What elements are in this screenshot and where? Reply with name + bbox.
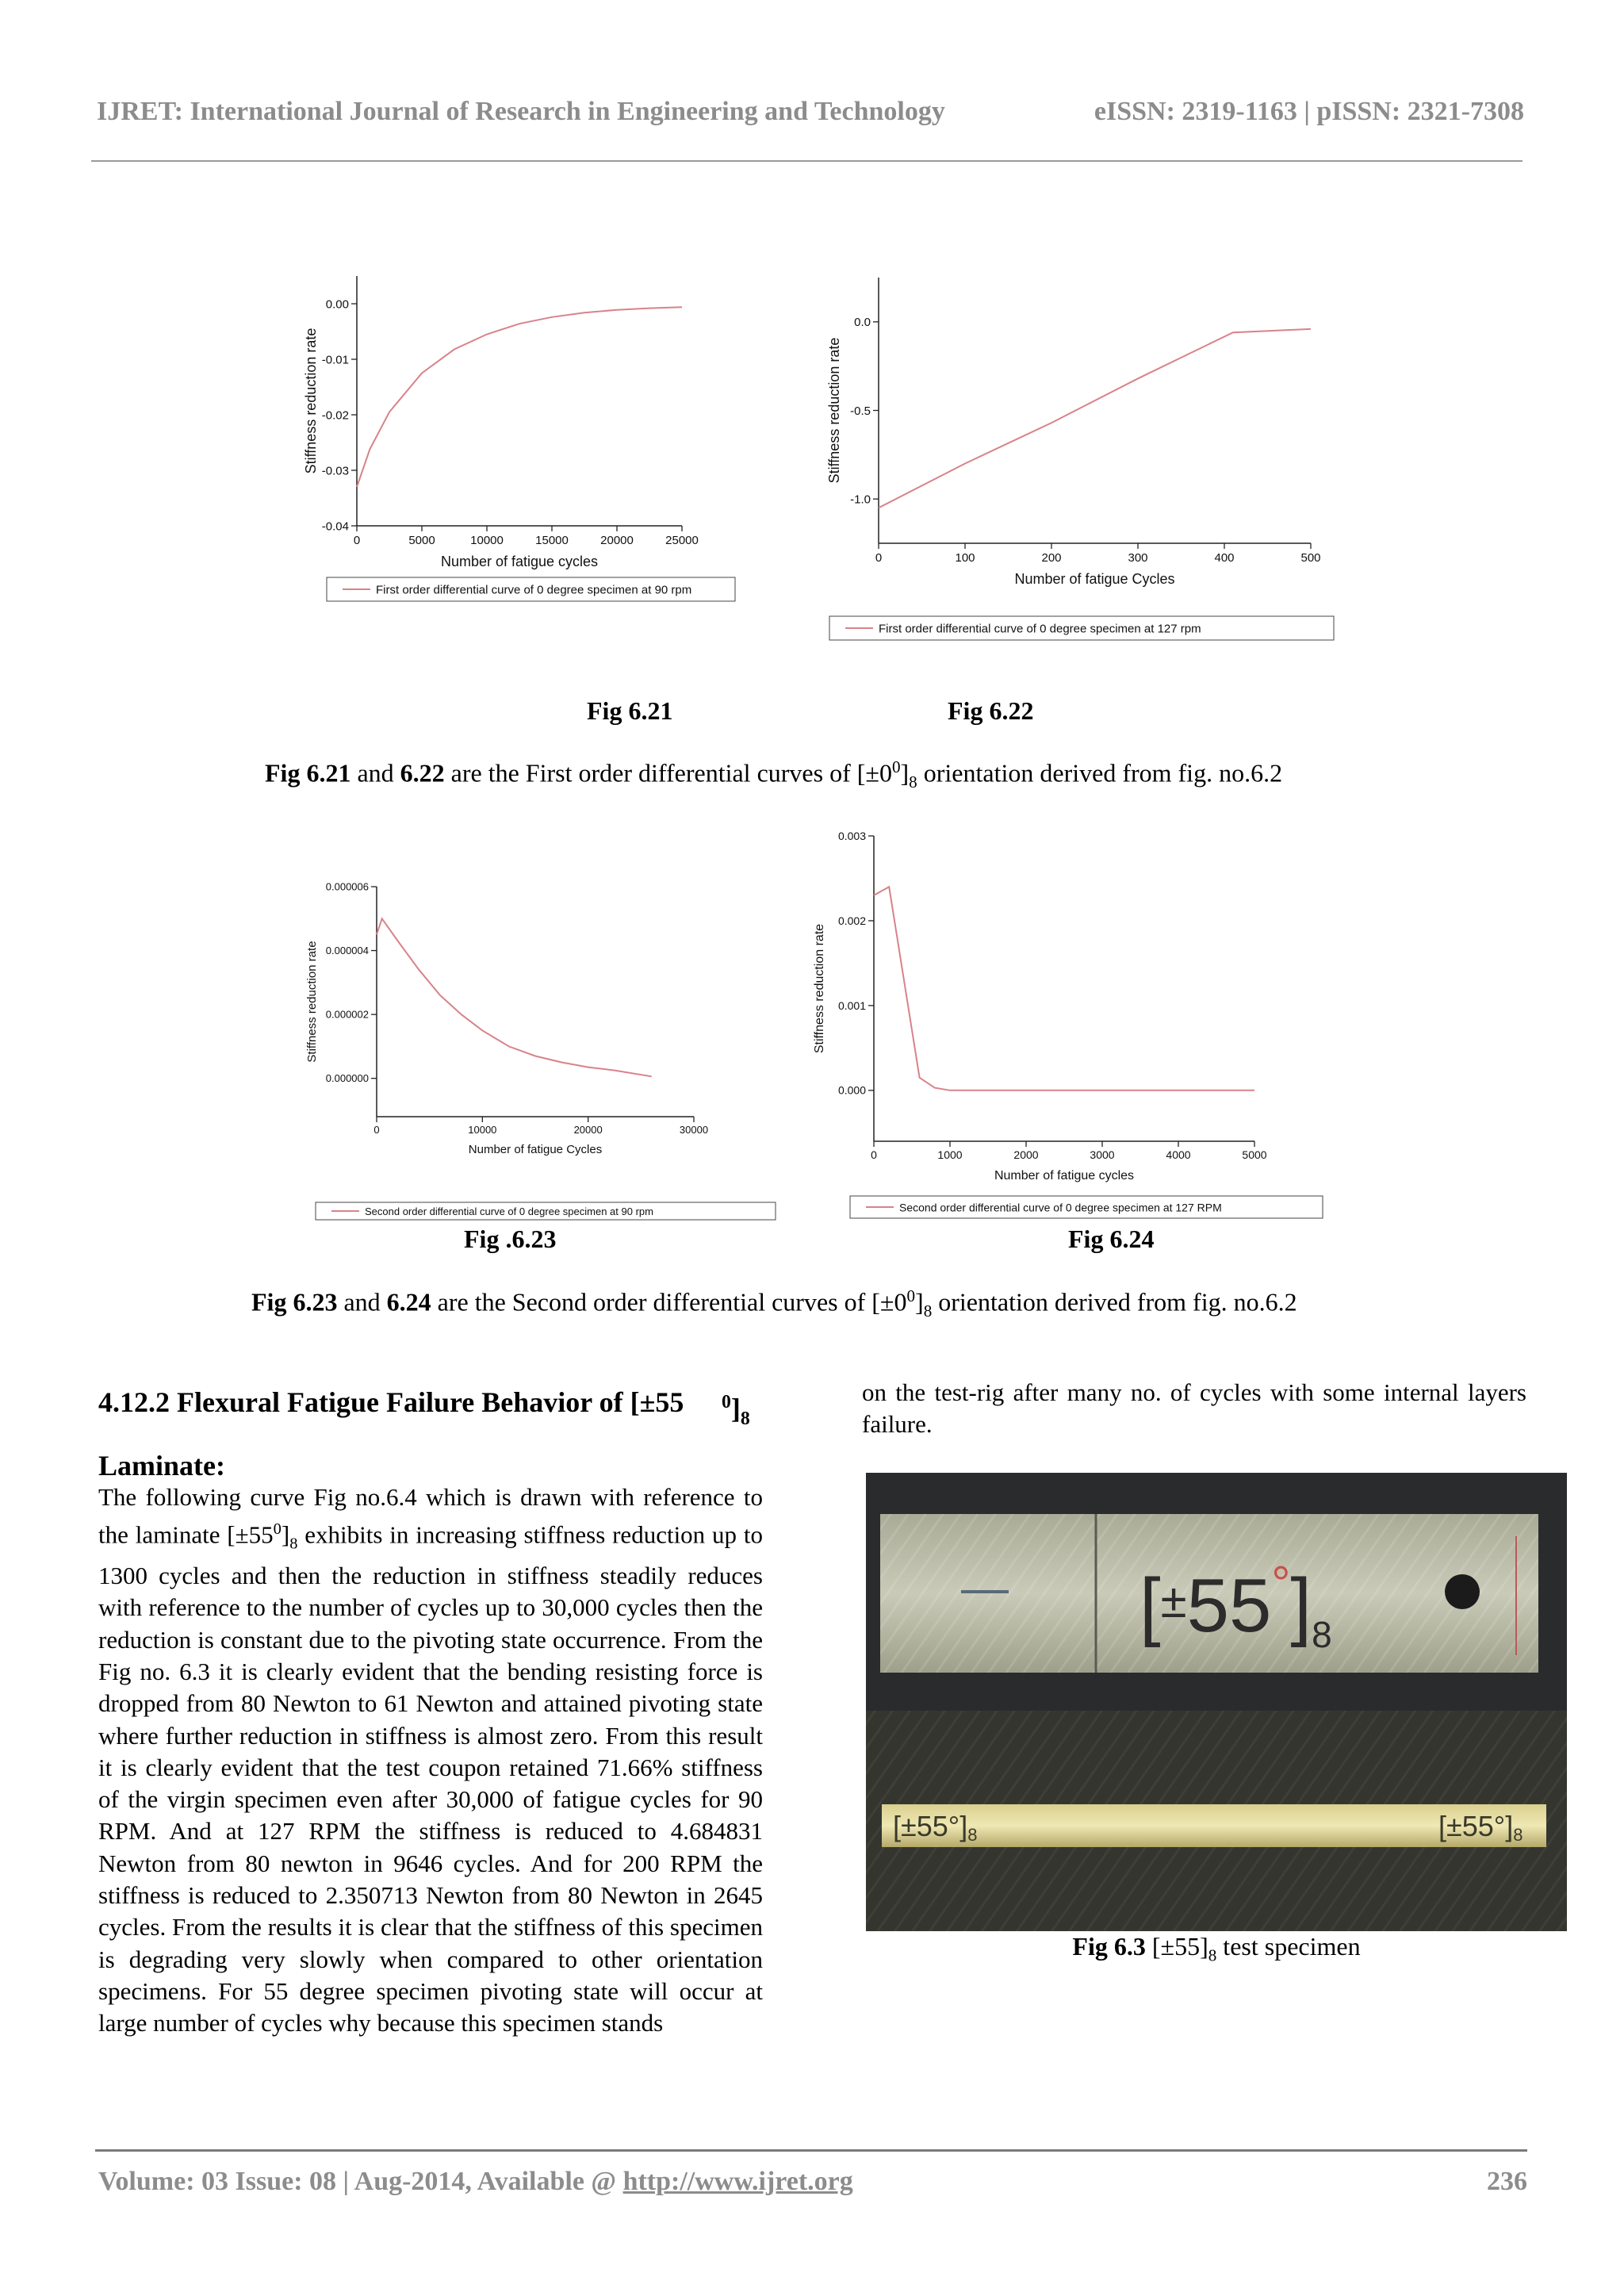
x-tick-label: 20000 bbox=[600, 534, 634, 547]
x-axis-label: Number of fatigue Cycles bbox=[1014, 571, 1175, 587]
legend-label: Second order differential curve of 0 degree specimen at 127 RPM bbox=[899, 1201, 1222, 1214]
x-tick-label: 2000 bbox=[1013, 1148, 1039, 1161]
right-column-paragraph: on the test-rig after many no. of cycles with some internal layers failure. bbox=[862, 1378, 1526, 1439]
x-tick-label: 20000 bbox=[573, 1124, 603, 1136]
x-tick-label: 200 bbox=[1041, 551, 1062, 565]
fig-6-24-label: Fig 6.24 bbox=[1068, 1225, 1155, 1253]
x-tick-label: 10000 bbox=[468, 1124, 497, 1136]
y-axis-label: Stiffness reduction rate bbox=[813, 923, 826, 1054]
x-tick-label: 100 bbox=[955, 551, 975, 565]
footer-link[interactable]: http://www.ijret.org bbox=[622, 2167, 853, 2196]
x-tick-label: 15000 bbox=[535, 534, 569, 547]
y-tick-label: -0.01 bbox=[321, 353, 349, 367]
chart-fig-6-22 bbox=[825, 270, 1348, 698]
legend-label: First order differential curve of 0 degree specimen at 127 rpm bbox=[879, 622, 1201, 636]
y-tick-label: 0.00 bbox=[325, 297, 349, 312]
x-tick-label: 500 bbox=[1300, 551, 1321, 565]
x-tick-label: 400 bbox=[1214, 551, 1235, 565]
section-heading-line1: 4.12.2 Flexural Fatigue Failure Behavior of [±55 bbox=[98, 1386, 684, 1418]
y-tick-label: -1.0 bbox=[850, 493, 871, 507]
journal-name: IJRET: International Journal of Research in Engineering and Technology bbox=[97, 97, 945, 126]
y-tick-label: 0.000 bbox=[837, 1083, 866, 1097]
photo-caption: Fig 6.3 $[\pm 55]_8$ test specimen bbox=[1072, 1932, 1361, 1965]
series-line bbox=[874, 887, 1254, 1091]
y-tick-label: 0.000006 bbox=[325, 880, 369, 893]
y-tick-label: 0.000002 bbox=[325, 1008, 369, 1021]
y-tick-label: 0.000000 bbox=[325, 1072, 369, 1085]
y-tick-label: 0.0 bbox=[854, 316, 871, 330]
legend-label: Second order differential curve of 0 degree specimen at 90 rpm bbox=[365, 1205, 653, 1217]
y-axis-label: Stiffness reduction rate bbox=[303, 328, 319, 474]
y-tick-label: -0.5 bbox=[850, 404, 871, 418]
x-tick-label: 4000 bbox=[1166, 1148, 1191, 1161]
x-axis-label: Number of fatigue cycles bbox=[440, 554, 599, 569]
fig-6-22-label: Fig 6.22 bbox=[948, 696, 1034, 725]
page-header bbox=[97, 97, 1524, 136]
page-number: 236 bbox=[1487, 2167, 1527, 2196]
chart-fig-6-23 bbox=[301, 872, 777, 1221]
section-heading bbox=[98, 1370, 764, 1497]
x-tick-label: 0 bbox=[353, 534, 361, 547]
series-line bbox=[879, 329, 1311, 508]
figure-caption-first-order: Fig 6.21 and 6.22 are the First order differential curves of $[\pm 0^0]_8$ orientation derived from fig. no.6.2 bbox=[265, 757, 1283, 792]
y-axis-label: Stiffness reduction rate bbox=[305, 941, 319, 1063]
y-tick-label: 0.003 bbox=[837, 829, 866, 842]
footer-rule bbox=[95, 2149, 1527, 2152]
x-tick-label: 1000 bbox=[937, 1148, 963, 1161]
body-paragraph: The following curve Fig no.6.4 which is drawn with reference to the laminate $[\pm 55^0]_8$ exhibits in increasing stiffness reduction up to 1300 cycles and then the reduction in stiffness steadily reduces with reference to the number of cycles up to 30,000 cycles then the reduction is constant due to the pivoting state occurrence. From the Fig no. 6.3 it is clearly evident that the bending resisting force is dropped from 80 Newton to 61 Newton and attained pivoting state where further reduction in stiffness is almost zero. From this result it is clearly evident that the test coupon retained 71.66% stiffness of the virgin specimen even after 30,000 of fatigue cycles for 90 RPM. And at 127 RPM the stiffness is reduced to 4.684831 Newton from 80 newton in 9646 cycles. And for 200 RPM the stiffness is reduced to 2.350713 Newton from 80 Newton in 2645 cycles. From the results it is clear that the stiffness of this specimen is degrading very slowly when compared to other orientation specimens. For 55 degree specimen pivoting state will occur at large number of cycles why because this specimen stands bbox=[98, 1483, 763, 2037]
section-heading-suffix: $^0]_8$ bbox=[722, 1392, 750, 1430]
issn-text: eISSN: 2319-1163 | pISSN: 2321-7308 bbox=[1094, 97, 1524, 126]
x-tick-label: 5000 bbox=[1242, 1148, 1267, 1161]
fig-6-21-label: Fig 6.21 bbox=[587, 696, 673, 725]
header-rule bbox=[91, 160, 1522, 162]
specimen-top-label: $[\pm 55^\circ]_8$ bbox=[1139, 1557, 1332, 1655]
x-tick-label: 10000 bbox=[470, 534, 504, 547]
x-tick-label: 5000 bbox=[408, 534, 435, 547]
x-tick-label: 30000 bbox=[679, 1124, 709, 1136]
section-heading-line2: Laminate: bbox=[98, 1450, 225, 1481]
fig-6-23-label: Fig .6.23 bbox=[464, 1225, 557, 1253]
chart-fig-6-24 bbox=[809, 825, 1332, 1221]
specimen-edge-label-right: [±55°]8 bbox=[1438, 1810, 1523, 1845]
specimen-edge-label-left: [±55°]8 bbox=[893, 1810, 978, 1845]
x-tick-label: 0 bbox=[373, 1124, 380, 1136]
series-line bbox=[357, 307, 682, 487]
y-tick-label: -0.03 bbox=[321, 464, 349, 478]
x-tick-label: 0 bbox=[871, 1148, 877, 1161]
x-tick-label: 25000 bbox=[665, 534, 699, 547]
chart-fig-6-21 bbox=[301, 254, 761, 698]
x-tick-label: 300 bbox=[1128, 551, 1148, 565]
y-tick-label: -0.04 bbox=[321, 519, 349, 534]
x-tick-label: 0 bbox=[875, 551, 883, 565]
y-tick-label: 0.001 bbox=[837, 999, 866, 1012]
y-axis-label: Stiffness reduction rate bbox=[826, 337, 842, 484]
specimen-photo bbox=[866, 1473, 1567, 1935]
y-tick-label: 0.000004 bbox=[325, 945, 369, 957]
x-axis-label: Number of fatigue Cycles bbox=[468, 1143, 603, 1156]
y-tick-label: 0.002 bbox=[837, 914, 866, 927]
series-line bbox=[377, 918, 652, 1076]
x-axis-label: Number of fatigue cycles bbox=[994, 1169, 1135, 1182]
figure-caption-second-order: Fig 6.23 and 6.24 are the Second order differential curves of $[\pm 0^0]_8$ orientation derived from fig. no.6.2 bbox=[251, 1286, 1297, 1321]
y-tick-label: -0.02 bbox=[321, 408, 349, 423]
footer-volume: Volume: 03 Issue: 08 | Aug-2014, Available @ http://www.ijret.org bbox=[98, 2167, 853, 2196]
legend-label: First order differential curve of 0 degree specimen at 90 rpm bbox=[376, 583, 692, 597]
x-tick-label: 3000 bbox=[1090, 1148, 1115, 1161]
